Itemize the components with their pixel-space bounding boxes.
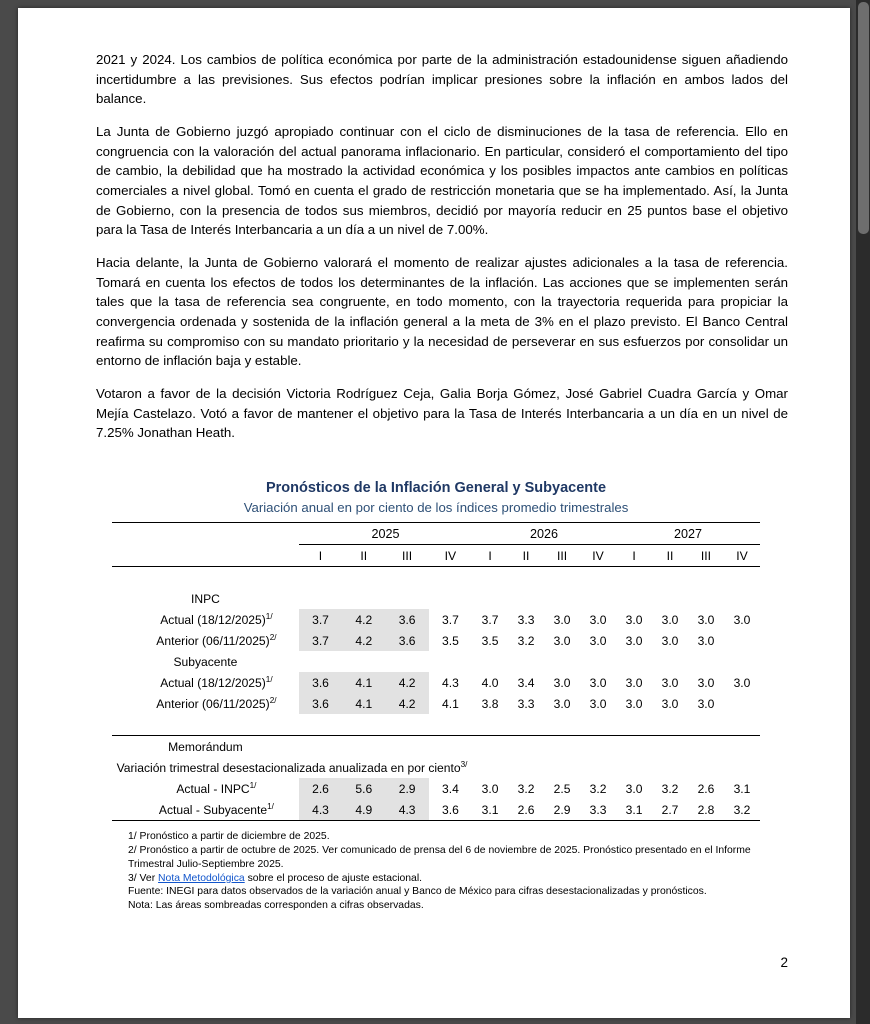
cell: 3.0: [625, 696, 643, 711]
cell: [724, 630, 760, 651]
cell: 3.0: [553, 633, 571, 648]
table-row: [112, 778, 760, 799]
section-heading-inpc: INPC: [190, 591, 220, 606]
memo-subheading-sup: 3/: [460, 760, 468, 770]
cell: 4.0: [481, 675, 499, 690]
cell: 3.0: [589, 696, 607, 711]
forecast-table: [112, 522, 760, 821]
quarter-2025-ii: II: [360, 548, 368, 563]
cell: 3.0: [697, 696, 715, 711]
quarter-2025-iii: III: [402, 548, 413, 563]
section-heading-subyacente: Subyacente: [173, 654, 238, 669]
cell: 2.6: [697, 781, 715, 796]
memo-heading-row: [112, 736, 760, 758]
memo-subheading: [112, 757, 472, 778]
memo-subheading-text: Variación trimestral desestacionalizada anualizada en por ciento: [116, 761, 461, 776]
cell: 3.0: [625, 675, 643, 690]
memo-heading: Memorándum: [168, 739, 243, 754]
row-label-sup: 1/: [267, 802, 274, 812]
cell: 3.2: [517, 633, 535, 648]
year-2027: 2027: [616, 523, 760, 545]
cell: 3.0: [625, 781, 643, 796]
quarter-2026-iii: III: [556, 548, 568, 563]
table-row: [112, 799, 760, 821]
row-label-inpc-actual: [112, 609, 299, 630]
cell: 3.4: [517, 675, 535, 690]
row-label-sup: 1/: [265, 612, 273, 622]
cell: 3.0: [589, 633, 607, 648]
row-label-subyacente-anterior: [112, 693, 299, 714]
cell: 4.2: [385, 672, 428, 693]
table-row: [112, 672, 760, 693]
row-label-text: Actual - INPC: [176, 782, 250, 797]
cell: 3.1: [481, 802, 499, 817]
cell: 3.6: [299, 672, 342, 693]
page-number: 2: [780, 955, 788, 970]
table-quarter-header-row: [112, 545, 760, 567]
table-footnotes: [112, 830, 760, 912]
footnote-3: 3/ Ver Nota Metodológica sobre el proceso de ajuste estacional.: [128, 872, 423, 884]
paragraph-1: 2021 y 2024. Los cambios de política económica por parte de la administración estadounidense siguen añadiendo incertidumbre a las previsiones. Sus efectos podrían implicar presiones sobre la inflación en ambos lados del balance.: [96, 52, 788, 107]
table-row: [112, 693, 760, 714]
cell: 3.0: [553, 696, 571, 711]
cell: 5.6: [342, 778, 385, 799]
table-section-heading-row: [112, 651, 760, 672]
cell: 3.0: [625, 612, 643, 627]
cell: 3.1: [625, 802, 643, 817]
footnote-1: 1/ Pronóstico a partir de diciembre de 2025.: [128, 831, 330, 843]
cell: 3.2: [661, 781, 679, 796]
cell: 3.4: [442, 781, 459, 796]
cell: 2.8: [697, 802, 715, 817]
cell: 3.3: [517, 696, 535, 711]
cell: 4.1: [342, 672, 385, 693]
cell: 4.2: [385, 693, 428, 714]
row-label-sup: 2/: [269, 633, 277, 643]
cell: 3.0: [661, 675, 679, 690]
cell: 4.3: [442, 675, 459, 690]
document-page: [18, 8, 850, 1018]
quarter-2027-ii: II: [666, 548, 674, 563]
cell: 3.1: [733, 781, 751, 796]
cell: 3.0: [697, 633, 715, 648]
cell: 3.0: [733, 675, 751, 690]
table-spacer: [112, 714, 760, 736]
cell: 2.6: [299, 778, 342, 799]
cell: 4.2: [342, 609, 385, 630]
cell: 3.0: [661, 696, 679, 711]
cell: 3.0: [733, 612, 751, 627]
forecast-table-block: [96, 479, 788, 913]
cell: 3.3: [517, 612, 535, 627]
row-label-sup: 2/: [269, 696, 277, 706]
cell: 2.7: [661, 802, 679, 817]
cell: 3.7: [299, 609, 342, 630]
cell: 2.6: [517, 802, 535, 817]
table-year-header-row: [112, 523, 760, 545]
page-content: [18, 8, 850, 913]
table-row: [112, 609, 760, 630]
vertical-scrollbar[interactable]: [856, 0, 870, 1024]
row-label-memo-inpc: [112, 778, 299, 799]
paragraph-2: La Junta de Gobierno juzgó apropiado continuar con el ciclo de disminuciones de la tasa de referencia. Ello en congruencia con la valoración del actual panorama inflacionario. En particular, consideró el comportamiento del tipo de cambio, la debilidad que ha mostrado la actividad económica y los posibles impactos ante cambios en políticas comerciales a nivel global. Tomó en cuenta el grado de restricción monetaria que se ha implementado. Así, la Junta de Gobierno, con la presencia de todos sus miembros, decidió por mayoría reducir en 25 puntos base el objetivo para la Tasa de Interés Interbancaria a un día a un nivel de 7.00%.: [96, 124, 788, 238]
nota-metodologica-link[interactable]: Nota Metodológica: [158, 872, 245, 884]
cell: 2.9: [553, 802, 571, 817]
cell: 4.1: [342, 693, 385, 714]
table-row: [112, 630, 760, 651]
footnote-source: Fuente: INEGI para datos observados de la variación anual y Banco de México para cifras desestacionalizadas y pronósticos.: [128, 886, 707, 898]
table-subtitle: Variación anual en por ciento de los índices promedio trimestrales: [243, 499, 629, 515]
row-label-memo-subyacente: [112, 799, 299, 821]
cell: 3.2: [733, 802, 751, 817]
row-label-inpc-anterior: [112, 630, 299, 651]
cell: 3.0: [553, 612, 571, 627]
quarter-2026-iv: IV: [592, 548, 604, 563]
cell: 3.6: [385, 630, 428, 651]
cell: 3.2: [517, 781, 535, 796]
quarter-2027-iii: III: [700, 548, 712, 563]
footnote-note: Nota: Las áreas sombreadas corresponden a cifras observadas.: [128, 900, 424, 912]
footnote-2: 2/ Pronóstico a partir de octubre de 2025. Ver comunicado de prensa del 6 de noviembre de 2025. Pronóstico presentado en el Informe Trimestral Julio-Septiembre 2025.: [128, 845, 751, 870]
row-label-text: Actual - Subyacente: [158, 803, 268, 818]
row-label-text: Anterior (06/11/2025): [156, 697, 270, 712]
quarter-2026-i: I: [488, 548, 492, 563]
table-title: Pronósticos de la Inflación General y Subyacente: [265, 480, 607, 497]
cell: 3.3: [589, 802, 607, 817]
row-label-text: Anterior (06/11/2025): [156, 634, 270, 649]
row-label-subyacente-actual: [112, 672, 299, 693]
cell: 3.8: [481, 696, 499, 711]
memo-subheading-row: [112, 757, 760, 778]
cell: [724, 693, 760, 714]
paragraph-3: Hacia delante, la Junta de Gobierno valorará el momento de realizar ajustes adicionales a la tasa de referencia. Tomará en cuenta los efectos de todos los determinantes de la inflación. Las acciones que se implementen serán tales que la tasa de referencia sea congruente, en todo momento, con la trayectoria requerida para propiciar la convergencia ordenada y sostenida de la inflación general a la meta de 3% en el plazo previsto. El Banco Central reafirma su compromiso con su mandato prioritario y la necesidad de perseverar en sus esfuerzos por consolidar un entorno de inflación baja y estable.: [96, 255, 788, 369]
quarter-2027-i: I: [632, 548, 636, 563]
cell: 3.0: [661, 612, 679, 627]
quarter-2025-iv: IV: [444, 548, 457, 563]
cell: 3.0: [589, 675, 607, 690]
cell: 3.0: [697, 675, 715, 690]
cell: 3.7: [299, 630, 342, 651]
cell: 4.9: [342, 799, 385, 821]
cell: 3.0: [625, 633, 643, 648]
cell: 3.5: [442, 633, 459, 648]
cell: 4.3: [385, 799, 428, 821]
cell: 4.2: [342, 630, 385, 651]
cell: 3.0: [697, 612, 715, 627]
cell: 3.6: [385, 609, 428, 630]
cell: 4.3: [299, 799, 342, 821]
cell: 2.9: [385, 778, 428, 799]
cell: 3.2: [589, 781, 607, 796]
cell: 3.6: [442, 802, 459, 817]
row-label-sup: 1/: [265, 675, 273, 685]
table-section-heading-row: [112, 588, 760, 609]
cell: 3.7: [481, 612, 499, 627]
cell: 3.6: [299, 693, 342, 714]
cell: 3.0: [553, 675, 571, 690]
cell: 3.0: [481, 781, 499, 796]
quarter-2027-iv: IV: [736, 548, 748, 563]
row-label-text: Actual (18/12/2025): [160, 613, 266, 628]
table-spacer: [112, 567, 760, 589]
cell: 3.5: [481, 633, 499, 648]
year-2026: 2026: [472, 523, 616, 545]
cell: 3.7: [442, 612, 459, 627]
year-2025: 2025: [299, 523, 472, 545]
quarter-2025-i: I: [318, 548, 323, 563]
row-label-sup: 1/: [249, 781, 257, 791]
quarter-2026-ii: II: [522, 548, 530, 563]
scrollbar-thumb[interactable]: [858, 2, 869, 234]
cell: 3.0: [589, 612, 607, 627]
cell: 4.1: [442, 696, 459, 711]
cell: 3.0: [661, 633, 679, 648]
paragraph-4: Votaron a favor de la decisión Victoria Rodríguez Ceja, Galia Borja Gómez, José Gabriel Cuadra García y Omar Mejía Castelazo. Votó a favor de mantener el objetivo para la Tasa de Interés Interbancaria a un día en un nivel de 7.25% Jonathan Heath.: [96, 386, 788, 441]
row-label-text: Actual (18/12/2025): [160, 676, 266, 691]
cell: 2.5: [553, 781, 571, 796]
